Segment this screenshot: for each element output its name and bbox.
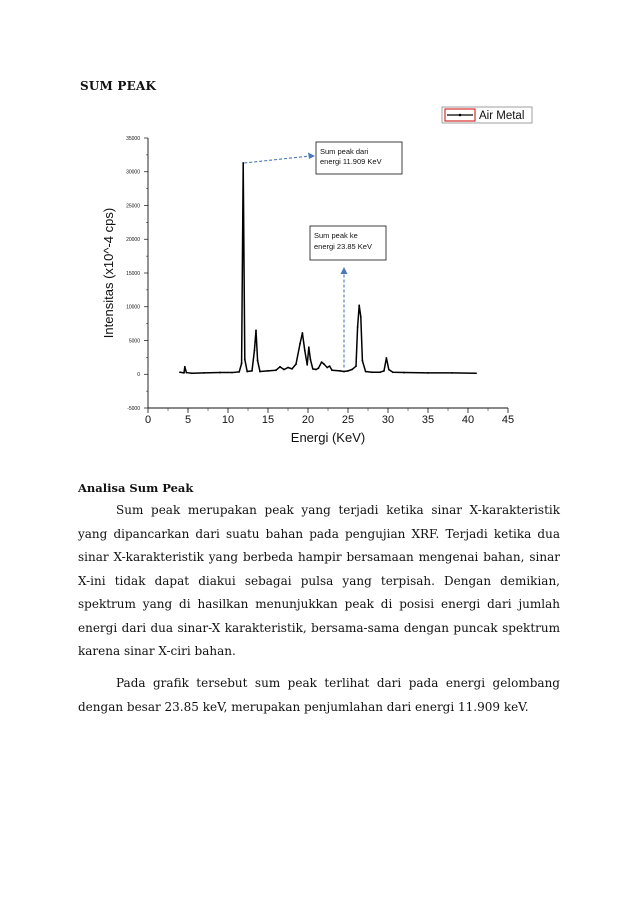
data-point bbox=[179, 371, 181, 373]
data-point bbox=[362, 360, 364, 362]
y-ticks bbox=[126, 136, 148, 412]
y-tick-label: 15000 bbox=[126, 270, 140, 277]
data-point bbox=[238, 371, 240, 373]
y-tick-label: 25000 bbox=[126, 203, 140, 210]
data-point bbox=[257, 360, 259, 362]
data-point bbox=[255, 329, 257, 331]
data-point bbox=[302, 332, 304, 334]
data-point bbox=[183, 372, 185, 374]
x-tick-label: 40 bbox=[461, 414, 475, 426]
data-point bbox=[267, 370, 269, 372]
x-axis-title: Energi (KeV) bbox=[290, 430, 366, 445]
data-point bbox=[308, 346, 310, 348]
data-point bbox=[355, 365, 357, 367]
y-tick-label: 30000 bbox=[126, 169, 140, 176]
data-point bbox=[475, 372, 477, 374]
y-tick-label: 35000 bbox=[126, 135, 140, 142]
data-point bbox=[392, 371, 394, 373]
y-tick-label: 5000 bbox=[128, 338, 140, 345]
data-point bbox=[358, 305, 360, 307]
legend-label: Air Metal bbox=[479, 110, 525, 122]
x-tick-label: 45 bbox=[501, 414, 515, 426]
data-point bbox=[329, 365, 331, 367]
x-tick-label: 25 bbox=[341, 414, 355, 426]
series-group bbox=[179, 162, 477, 374]
data-point bbox=[246, 371, 248, 373]
data-point bbox=[231, 372, 233, 374]
y-tick-label: 10000 bbox=[126, 304, 140, 311]
data-point bbox=[357, 326, 359, 328]
annotations bbox=[244, 142, 402, 368]
data-point bbox=[331, 369, 333, 371]
x-tick-label: 30 bbox=[381, 414, 395, 426]
annotation-1-line: energi 11.909 KeV bbox=[320, 157, 382, 166]
data-point bbox=[386, 357, 388, 359]
data-point bbox=[251, 370, 253, 372]
data-point bbox=[219, 372, 221, 374]
data-point bbox=[304, 350, 306, 352]
data-point bbox=[191, 372, 193, 374]
data-point bbox=[365, 371, 367, 373]
data-point bbox=[244, 359, 246, 361]
legend-swatch-marker bbox=[459, 114, 462, 117]
data-point bbox=[291, 368, 293, 370]
data-point bbox=[299, 343, 301, 345]
paragraph-1 bbox=[78, 499, 560, 664]
x-tick-label: 0 bbox=[144, 414, 152, 426]
x-tick-label: 10 bbox=[221, 414, 235, 426]
data-point bbox=[347, 370, 349, 372]
data-point bbox=[383, 370, 385, 372]
annotation-2-line: Sum peak ke bbox=[314, 231, 358, 240]
series-line bbox=[180, 163, 476, 373]
analysis-subheading: Analisa Sum Peak bbox=[78, 481, 194, 495]
paragraph-2 bbox=[78, 672, 560, 719]
data-point bbox=[254, 350, 256, 352]
data-point bbox=[259, 371, 261, 373]
y-tick-label: 0 bbox=[137, 372, 140, 379]
y-tick-label: -5000 bbox=[127, 405, 140, 412]
data-point bbox=[351, 369, 353, 371]
annotation-1-line: Sum peak dari bbox=[320, 147, 369, 156]
x-tick-label: 5 bbox=[184, 414, 192, 426]
data-point bbox=[310, 359, 312, 361]
annotation-2-line: energi 23.85 KeV bbox=[314, 242, 372, 251]
data-point bbox=[339, 370, 341, 372]
y-axis-title: Intensitas (x10^-4 cps) bbox=[101, 207, 116, 339]
data-point bbox=[403, 372, 405, 374]
x-tick-label: 20 bbox=[301, 414, 315, 426]
data-point bbox=[184, 366, 186, 368]
data-point bbox=[306, 364, 308, 366]
data-point bbox=[241, 363, 243, 365]
y-tick-label: 20000 bbox=[126, 237, 140, 244]
data-point bbox=[326, 367, 328, 369]
section-heading: SUM PEAK bbox=[80, 79, 157, 93]
data-point bbox=[323, 363, 325, 365]
data-point bbox=[360, 316, 362, 318]
data-point bbox=[427, 372, 429, 374]
data-point bbox=[283, 369, 285, 371]
data-point bbox=[279, 366, 281, 368]
x-tick-label: 35 bbox=[421, 414, 435, 426]
data-point bbox=[315, 369, 317, 371]
data-point bbox=[295, 363, 297, 365]
x-tick-label: 15 bbox=[261, 414, 275, 426]
data-point bbox=[242, 162, 244, 164]
data-point bbox=[318, 367, 320, 369]
data-point bbox=[343, 371, 345, 373]
annotation-2-arrowhead bbox=[341, 267, 348, 274]
data-point bbox=[321, 361, 323, 363]
spectrum-chart bbox=[96, 104, 544, 454]
data-point bbox=[203, 372, 205, 374]
x-ticks bbox=[145, 408, 514, 426]
data-point bbox=[186, 372, 188, 374]
paragraph-2-text: Pada grafik tersebut sum peak terlihat dari pada energi gelombang dengan besar 23.85 keV, merupakan penjumlahan dari energi 11.909 keV. bbox=[78, 676, 560, 714]
data-point bbox=[371, 371, 373, 373]
data-point bbox=[388, 369, 390, 371]
legend bbox=[442, 107, 532, 123]
data-point bbox=[287, 367, 289, 369]
annotation-1-arrowhead bbox=[308, 153, 315, 160]
data-point bbox=[275, 369, 277, 371]
annotation-1-arrow bbox=[244, 156, 310, 163]
data-point bbox=[379, 371, 381, 373]
data-point bbox=[312, 368, 314, 370]
paragraph-1-text: Sum peak merupakan peak yang terjadi ketika sinar X-karakteristik yang dipancarkan dari suatu bahan pada pengujian XRF. Terjadi ketika dua sinar X-karakteristik yang berbeda hampir bersamaan mengenai bahan, sinar X-ini tidak dapat diakui sebagai pulsa yang terpisah. Dengan demikian, spektrum yang di hasilkan menunjukkan peak di posisi energi dari jumlah energi dari dua sinar-X karakteristik, bersama-sama dengan puncak spektrum karena sinar X-ciri bahan. bbox=[78, 503, 560, 658]
chart-svg bbox=[96, 104, 544, 454]
data-point bbox=[451, 372, 453, 374]
